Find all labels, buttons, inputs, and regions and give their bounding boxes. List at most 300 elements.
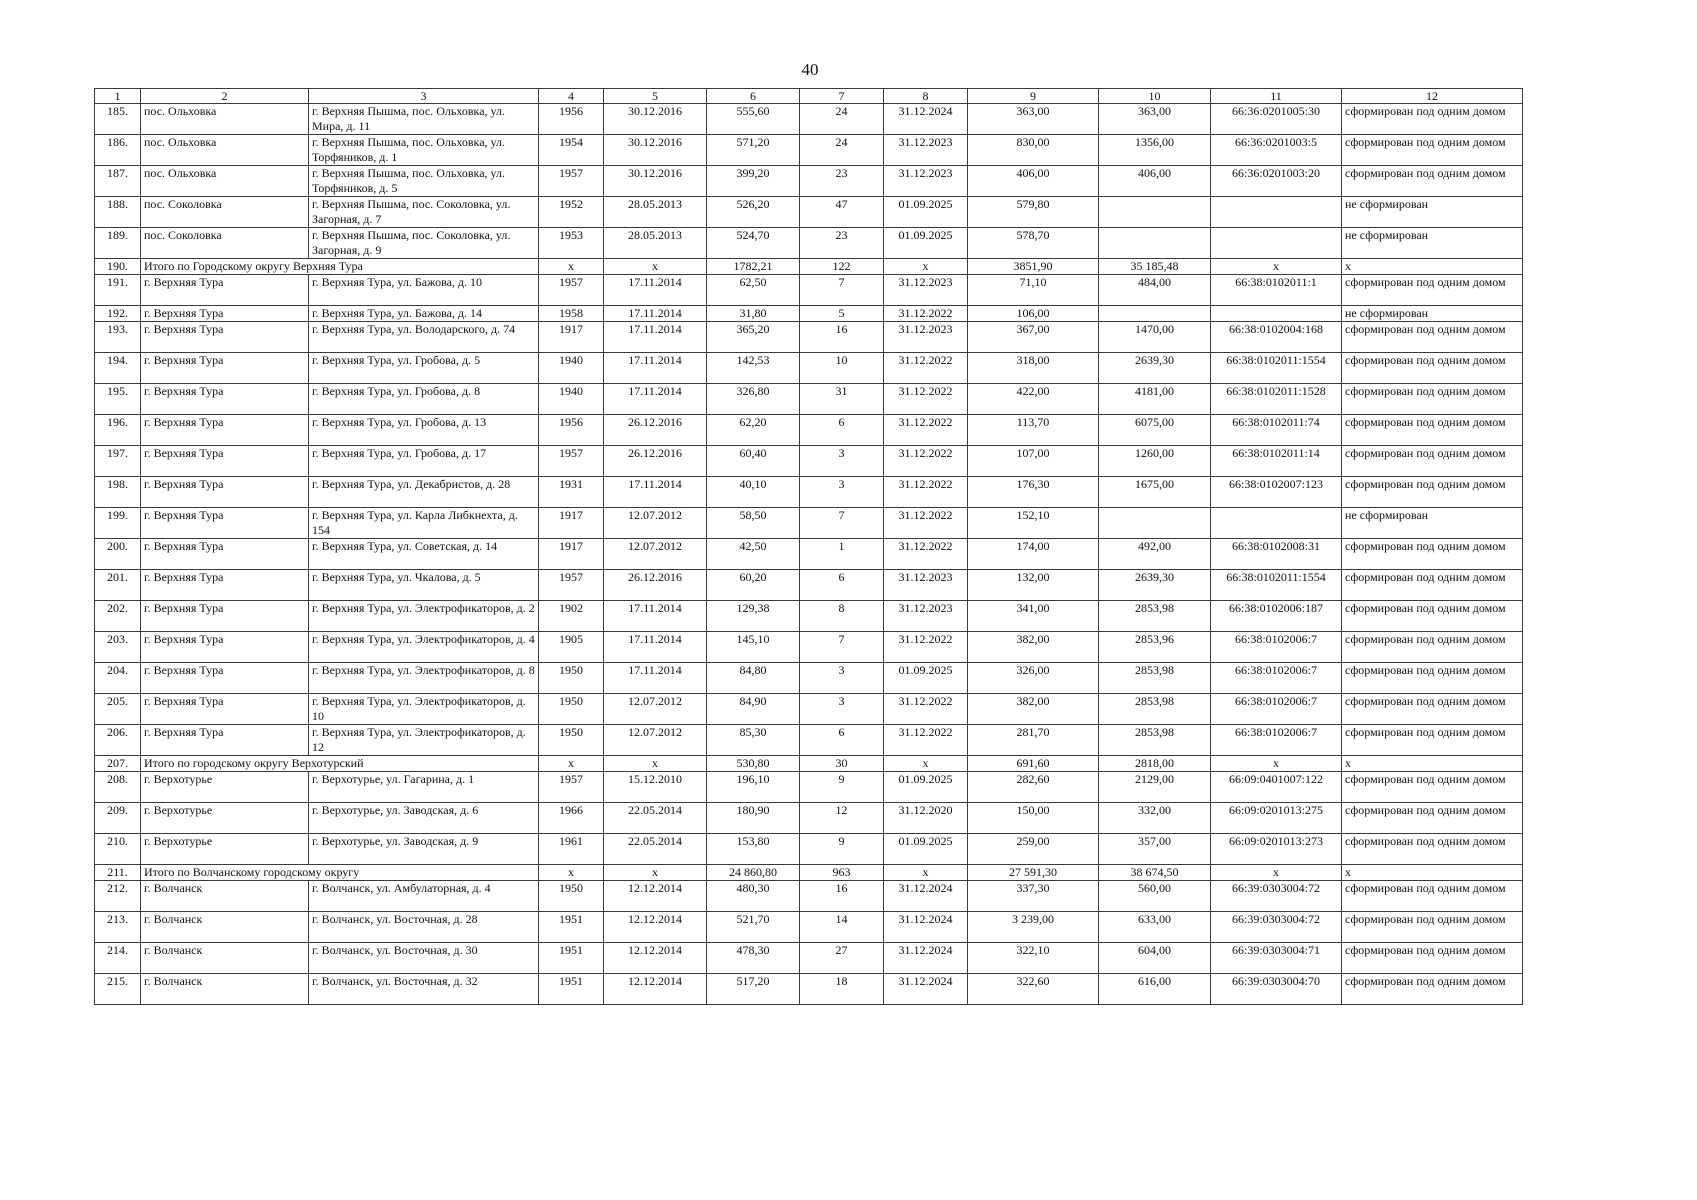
row-number: 215.	[95, 974, 141, 1005]
year-cell: 1954	[539, 135, 604, 166]
residents-cell: 31	[800, 384, 884, 415]
table-row	[95, 803, 1523, 834]
settlement-cell: пос. Ольховка	[141, 104, 309, 135]
address-cell: г. Верхняя Тура, ул. Гробова, д. 17	[309, 446, 539, 477]
table-row	[95, 632, 1523, 663]
year-cell: 1957	[539, 446, 604, 477]
row-number: 203.	[95, 632, 141, 663]
value-col10-cell: 2853,98	[1099, 694, 1211, 725]
residents-cell: 7	[800, 508, 884, 539]
land-status-cell: сформирован под одним домом	[1342, 601, 1523, 632]
settlement-cell: г. Верхняя Тура	[141, 446, 309, 477]
row-number: 214.	[95, 943, 141, 974]
row-number: 207.	[95, 756, 141, 772]
residents-cell: 6	[800, 725, 884, 756]
table-row	[95, 104, 1523, 135]
land-status-cell: сформирован под одним домом	[1342, 275, 1523, 306]
table-row	[95, 275, 1523, 306]
row-number: 194.	[95, 353, 141, 384]
date-cell: x	[604, 259, 707, 275]
settlement-cell: г. Верхняя Тура	[141, 384, 309, 415]
settlement-cell: г. Волчанск	[141, 974, 309, 1005]
row-number: 212.	[95, 881, 141, 912]
address-cell: г. Верхняя Тура, ул. Бажова, д. 10	[309, 275, 539, 306]
cadastral-number-cell: x	[1211, 756, 1342, 772]
value-col9-cell: 132,00	[968, 570, 1099, 601]
table-row	[95, 322, 1523, 353]
deadline-cell: 31.12.2022	[884, 694, 968, 725]
year-cell: 1957	[539, 570, 604, 601]
land-status-cell: сформирован под одним домом	[1342, 834, 1523, 865]
date-cell: 26.12.2016	[604, 446, 707, 477]
settlement-cell: г. Верхняя Тура	[141, 508, 309, 539]
residents-cell: 14	[800, 912, 884, 943]
residents-cell: 27	[800, 943, 884, 974]
address-cell: г. Верхняя Тура, ул. Электрофикаторов, д. 10	[309, 694, 539, 725]
land-status-cell: сформирован под одним домом	[1342, 772, 1523, 803]
value-col10-cell: 492,00	[1099, 539, 1211, 570]
area-cell: 399,20	[707, 166, 800, 197]
date-cell: 12.12.2014	[604, 912, 707, 943]
deadline-cell: 31.12.2022	[884, 415, 968, 446]
settlement-cell: г. Волчанск	[141, 943, 309, 974]
year-cell: 1950	[539, 663, 604, 694]
table-row	[95, 881, 1523, 912]
area-cell: 524,70	[707, 228, 800, 259]
value-col9-cell: 363,00	[968, 104, 1099, 135]
row-number: 185.	[95, 104, 141, 135]
table-row	[95, 197, 1523, 228]
year-cell: 1917	[539, 322, 604, 353]
row-number: 210.	[95, 834, 141, 865]
row-number: 201.	[95, 570, 141, 601]
area-cell: 326,80	[707, 384, 800, 415]
land-status-cell: сформирован под одним домом	[1342, 322, 1523, 353]
address-cell: г. Верхняя Тура, ул. Володарского, д. 74	[309, 322, 539, 353]
value-col9-cell: 176,30	[968, 477, 1099, 508]
cadastral-number-cell: 66:36:0201005:30	[1211, 104, 1342, 135]
cadastral-number-cell: 66:39:0303004:71	[1211, 943, 1342, 974]
value-col9-cell: 691,60	[968, 756, 1099, 772]
date-cell: 12.07.2012	[604, 694, 707, 725]
row-number: 209.	[95, 803, 141, 834]
cadastral-number-cell: 66:38:0102006:187	[1211, 601, 1342, 632]
table-row	[95, 508, 1523, 539]
value-col9-cell: 318,00	[968, 353, 1099, 384]
residents-cell: 9	[800, 772, 884, 803]
area-cell: 60,40	[707, 446, 800, 477]
deadline-cell: 01.09.2025	[884, 834, 968, 865]
column-number: 6	[707, 89, 800, 104]
table-row	[95, 353, 1523, 384]
value-col9-cell: 106,00	[968, 306, 1099, 322]
date-cell: 17.11.2014	[604, 275, 707, 306]
deadline-cell: 31.12.2023	[884, 135, 968, 166]
residents-cell: 23	[800, 166, 884, 197]
column-number: 10	[1099, 89, 1211, 104]
value-col9-cell: 3851,90	[968, 259, 1099, 275]
row-number: 187.	[95, 166, 141, 197]
cadastral-number-cell: 66:09:0201013:273	[1211, 834, 1342, 865]
year-cell: x	[539, 865, 604, 881]
row-number: 204.	[95, 663, 141, 694]
value-col9-cell: 107,00	[968, 446, 1099, 477]
cadastral-number-cell: 66:38:0102004:168	[1211, 322, 1342, 353]
value-col10-cell: 2639,30	[1099, 570, 1211, 601]
year-cell: 1940	[539, 384, 604, 415]
cadastral-number-cell: 66:39:0303004:70	[1211, 974, 1342, 1005]
settlement-cell: пос. Соколовка	[141, 228, 309, 259]
area-cell: 530,80	[707, 756, 800, 772]
row-number: 198.	[95, 477, 141, 508]
subtotal-label: Итого по городскому округу Верхотурский	[141, 756, 309, 772]
value-col10-cell: 2639,30	[1099, 353, 1211, 384]
value-col10-cell: 332,00	[1099, 803, 1211, 834]
table-row	[95, 446, 1523, 477]
row-number: 190.	[95, 259, 141, 275]
address-cell: г. Верхняя Тура, ул. Гробова, д. 5	[309, 353, 539, 384]
land-status-cell: не сформирован	[1342, 306, 1523, 322]
deadline-cell: 01.09.2025	[884, 197, 968, 228]
table-row	[95, 384, 1523, 415]
date-cell: 17.11.2014	[604, 306, 707, 322]
deadline-cell: 31.12.2022	[884, 384, 968, 415]
value-col10-cell: 616,00	[1099, 974, 1211, 1005]
date-cell: 12.07.2012	[604, 539, 707, 570]
address-cell: г. Верхняя Тура, ул. Гробова, д. 13	[309, 415, 539, 446]
value-col9-cell: 259,00	[968, 834, 1099, 865]
deadline-cell: 31.12.2022	[884, 539, 968, 570]
deadline-cell: 31.12.2024	[884, 974, 968, 1005]
value-col9-cell: 382,00	[968, 694, 1099, 725]
row-number: 192.	[95, 306, 141, 322]
residents-cell: 16	[800, 322, 884, 353]
cadastral-number-cell: 66:39:0303004:72	[1211, 912, 1342, 943]
value-col9-cell: 281,70	[968, 725, 1099, 756]
value-col10-cell	[1099, 508, 1211, 539]
land-status-cell: сформирован под одним домом	[1342, 384, 1523, 415]
deadline-cell: 31.12.2023	[884, 322, 968, 353]
address-cell: г. Верхняя Тура, ул. Карла Либкнехта, д. 154	[309, 508, 539, 539]
date-cell: 22.05.2014	[604, 803, 707, 834]
year-cell: 1917	[539, 508, 604, 539]
housing-registry-table	[94, 88, 1523, 1005]
area-cell: 145,10	[707, 632, 800, 663]
value-col9-cell: 422,00	[968, 384, 1099, 415]
cadastral-number-cell: 66:38:0102006:7	[1211, 663, 1342, 694]
date-cell: 17.11.2014	[604, 663, 707, 694]
address-cell: г. Верхняя Тура, ул. Электрофикаторов, д. 8	[309, 663, 539, 694]
value-col10-cell: 1260,00	[1099, 446, 1211, 477]
land-status-cell: x	[1342, 259, 1523, 275]
date-cell: 15.12.2010	[604, 772, 707, 803]
residents-cell: 12	[800, 803, 884, 834]
cadastral-number-cell: 66:38:0102011:1554	[1211, 353, 1342, 384]
residents-cell: 7	[800, 632, 884, 663]
table-row	[95, 943, 1523, 974]
row-number: 200.	[95, 539, 141, 570]
deadline-cell: 31.12.2024	[884, 881, 968, 912]
residents-cell: 24	[800, 135, 884, 166]
value-col10-cell: 406,00	[1099, 166, 1211, 197]
land-status-cell: сформирован под одним домом	[1342, 803, 1523, 834]
area-cell: 84,90	[707, 694, 800, 725]
settlement-cell: г. Верхотурье	[141, 772, 309, 803]
residents-cell: 963	[800, 865, 884, 881]
land-status-cell: сформирован под одним домом	[1342, 663, 1523, 694]
settlement-cell: г. Верхняя Тура	[141, 539, 309, 570]
settlement-cell: г. Верхняя Тура	[141, 477, 309, 508]
area-cell: 60,20	[707, 570, 800, 601]
address-cell: г. Верхняя Пышма, пос. Ольховка, ул. Торфяников, д. 1	[309, 135, 539, 166]
value-col10-cell: 633,00	[1099, 912, 1211, 943]
year-cell: 1961	[539, 834, 604, 865]
residents-cell: 3	[800, 663, 884, 694]
date-cell: 17.11.2014	[604, 632, 707, 663]
value-col9-cell: 174,00	[968, 539, 1099, 570]
year-cell: 1950	[539, 694, 604, 725]
value-col9-cell: 27 591,30	[968, 865, 1099, 881]
date-cell: 12.12.2014	[604, 974, 707, 1005]
deadline-cell: 31.12.2024	[884, 912, 968, 943]
area-cell: 571,20	[707, 135, 800, 166]
residents-cell: 1	[800, 539, 884, 570]
value-col9-cell: 406,00	[968, 166, 1099, 197]
area-cell: 62,20	[707, 415, 800, 446]
address-cell: г. Верхотурье, ул. Гагарина, д. 1	[309, 772, 539, 803]
year-cell: 1957	[539, 772, 604, 803]
subtotal-row	[95, 259, 1523, 275]
value-col10-cell: 604,00	[1099, 943, 1211, 974]
subtotal-label: Итого по Городскому округу Верхняя Тура	[141, 259, 309, 275]
row-number: 211.	[95, 865, 141, 881]
table-row	[95, 539, 1523, 570]
deadline-cell: 31.12.2022	[884, 508, 968, 539]
settlement-cell: г. Верхняя Тура	[141, 322, 309, 353]
table-body	[95, 89, 1523, 1005]
row-number: 196.	[95, 415, 141, 446]
value-col9-cell: 71,10	[968, 275, 1099, 306]
value-col9-cell: 326,00	[968, 663, 1099, 694]
residents-cell: 122	[800, 259, 884, 275]
deadline-cell: 31.12.2023	[884, 601, 968, 632]
residents-cell: 6	[800, 415, 884, 446]
value-col9-cell: 152,10	[968, 508, 1099, 539]
value-col10-cell: 38 674,50	[1099, 865, 1211, 881]
address-cell: г. Волчанск, ул. Восточная, д. 32	[309, 974, 539, 1005]
table-row	[95, 306, 1523, 322]
year-cell: 1951	[539, 912, 604, 943]
year-cell: 1940	[539, 353, 604, 384]
value-col10-cell: 6075,00	[1099, 415, 1211, 446]
settlement-cell: г. Верхняя Тура	[141, 570, 309, 601]
land-status-cell: не сформирован	[1342, 197, 1523, 228]
land-status-cell: сформирован под одним домом	[1342, 539, 1523, 570]
settlement-cell: г. Верхняя Тура	[141, 415, 309, 446]
settlement-cell: г. Верхняя Тура	[141, 601, 309, 632]
cadastral-number-cell: 66:09:0401007:122	[1211, 772, 1342, 803]
value-col9-cell: 579,80	[968, 197, 1099, 228]
value-col9-cell: 3 239,00	[968, 912, 1099, 943]
area-cell: 517,20	[707, 974, 800, 1005]
column-number: 1	[95, 89, 141, 104]
land-status-cell: сформирован под одним домом	[1342, 725, 1523, 756]
cadastral-number-cell: 66:38:0102008:31	[1211, 539, 1342, 570]
year-cell: 1951	[539, 974, 604, 1005]
cadastral-number-cell	[1211, 508, 1342, 539]
cadastral-number-cell: 66:38:0102007:123	[1211, 477, 1342, 508]
address-cell: г. Верхняя Тура, ул. Электрофикаторов, д. 2	[309, 601, 539, 632]
cadastral-number-cell: 66:38:0102011:1	[1211, 275, 1342, 306]
value-col9-cell: 341,00	[968, 601, 1099, 632]
cadastral-number-cell	[1211, 306, 1342, 322]
date-cell: 12.12.2014	[604, 881, 707, 912]
land-status-cell: не сформирован	[1342, 228, 1523, 259]
deadline-cell: 31.12.2023	[884, 275, 968, 306]
land-status-cell: сформирован под одним домом	[1342, 166, 1523, 197]
cadastral-number-cell	[1211, 228, 1342, 259]
row-number: 191.	[95, 275, 141, 306]
residents-cell: 9	[800, 834, 884, 865]
value-col9-cell: 322,60	[968, 974, 1099, 1005]
row-number: 188.	[95, 197, 141, 228]
value-col10-cell: 484,00	[1099, 275, 1211, 306]
row-number: 186.	[95, 135, 141, 166]
value-col10-cell: 357,00	[1099, 834, 1211, 865]
row-number: 206.	[95, 725, 141, 756]
area-cell: 40,10	[707, 477, 800, 508]
cadastral-number-cell	[1211, 197, 1342, 228]
land-status-cell: сформирован под одним домом	[1342, 415, 1523, 446]
cadastral-number-cell: 66:38:0102006:7	[1211, 694, 1342, 725]
settlement-cell: г. Верхотурье	[141, 834, 309, 865]
date-cell: 12.07.2012	[604, 725, 707, 756]
settlement-cell: г. Верхняя Тура	[141, 725, 309, 756]
date-cell: 22.05.2014	[604, 834, 707, 865]
row-number: 195.	[95, 384, 141, 415]
residents-cell: 3	[800, 446, 884, 477]
deadline-cell: 31.12.2022	[884, 725, 968, 756]
land-status-cell: сформирован под одним домом	[1342, 477, 1523, 508]
cadastral-number-cell: 66:38:0102011:1554	[1211, 570, 1342, 601]
address-cell: г. Верхняя Тура, ул. Бажова, д. 14	[309, 306, 539, 322]
land-status-cell: сформирован под одним домом	[1342, 912, 1523, 943]
date-cell: 17.11.2014	[604, 322, 707, 353]
residents-cell: 8	[800, 601, 884, 632]
settlement-cell: г. Верхняя Тура	[141, 275, 309, 306]
row-number: 193.	[95, 322, 141, 353]
settlement-cell: пос. Ольховка	[141, 166, 309, 197]
deadline-cell: 01.09.2025	[884, 663, 968, 694]
address-cell: г. Волчанск, ул. Восточная, д. 28	[309, 912, 539, 943]
residents-cell: 16	[800, 881, 884, 912]
subtotal-label: Итого по Волчанскому городскому округу	[141, 865, 309, 881]
table-row	[95, 834, 1523, 865]
settlement-cell: г. Верхняя Тура	[141, 353, 309, 384]
residents-cell: 6	[800, 570, 884, 601]
date-cell: 30.12.2016	[604, 135, 707, 166]
date-cell: 12.07.2012	[604, 508, 707, 539]
year-cell: 1956	[539, 104, 604, 135]
column-number: 4	[539, 89, 604, 104]
cadastral-number-cell: 66:36:0201003:20	[1211, 166, 1342, 197]
address-cell: г. Верхняя Тура, ул. Советская, д. 14	[309, 539, 539, 570]
value-col9-cell: 150,00	[968, 803, 1099, 834]
address-cell: г. Верхняя Пышма, пос. Соколовка, ул. Загорная, д. 9	[309, 228, 539, 259]
value-col10-cell	[1099, 197, 1211, 228]
date-cell: 17.11.2014	[604, 353, 707, 384]
address-cell: г. Верхняя Пышма, пос. Соколовка, ул. Загорная, д. 7	[309, 197, 539, 228]
residents-cell: 10	[800, 353, 884, 384]
area-cell: 365,20	[707, 322, 800, 353]
table-row	[95, 725, 1523, 756]
settlement-cell: г. Верхняя Тура	[141, 632, 309, 663]
land-status-cell: сформирован под одним домом	[1342, 104, 1523, 135]
area-cell: 142,53	[707, 353, 800, 384]
land-status-cell: не сформирован	[1342, 508, 1523, 539]
table-row	[95, 415, 1523, 446]
year-cell: 1950	[539, 725, 604, 756]
column-number: 12	[1342, 89, 1523, 104]
value-col10-cell: 2853,96	[1099, 632, 1211, 663]
cadastral-number-cell: 66:38:0102006:7	[1211, 725, 1342, 756]
land-status-cell: сформирован под одним домом	[1342, 353, 1523, 384]
value-col10-cell: 1675,00	[1099, 477, 1211, 508]
row-number: 213.	[95, 912, 141, 943]
date-cell: 17.11.2014	[604, 477, 707, 508]
land-status-cell: сформирован под одним домом	[1342, 881, 1523, 912]
area-cell: 478,30	[707, 943, 800, 974]
value-col10-cell: 2853,98	[1099, 663, 1211, 694]
value-col10-cell: 363,00	[1099, 104, 1211, 135]
area-cell: 180,90	[707, 803, 800, 834]
settlement-cell: г. Волчанск	[141, 881, 309, 912]
residents-cell: 24	[800, 104, 884, 135]
address-cell: г. Верхотурье, ул. Заводская, д. 9	[309, 834, 539, 865]
value-col9-cell: 322,10	[968, 943, 1099, 974]
address-cell: г. Верхняя Пышма, пос. Ольховка, ул. Торфяников, д. 5	[309, 166, 539, 197]
area-cell: 480,30	[707, 881, 800, 912]
area-cell: 153,80	[707, 834, 800, 865]
year-cell: 1905	[539, 632, 604, 663]
value-col9-cell: 113,70	[968, 415, 1099, 446]
date-cell: 30.12.2016	[604, 104, 707, 135]
area-cell: 555,60	[707, 104, 800, 135]
year-cell: 1952	[539, 197, 604, 228]
year-cell: x	[539, 756, 604, 772]
area-cell: 84,80	[707, 663, 800, 694]
table-row	[95, 772, 1523, 803]
deadline-cell: 01.09.2025	[884, 772, 968, 803]
table-row	[95, 912, 1523, 943]
area-cell: 85,30	[707, 725, 800, 756]
value-col9-cell: 367,00	[968, 322, 1099, 353]
table-row	[95, 477, 1523, 508]
cadastral-number-cell: x	[1211, 865, 1342, 881]
value-col10-cell: 560,00	[1099, 881, 1211, 912]
date-cell: 28.05.2013	[604, 228, 707, 259]
row-number: 202.	[95, 601, 141, 632]
column-number: 9	[968, 89, 1099, 104]
address-cell: г. Верхняя Тура, ул. Электрофикаторов, д. 4	[309, 632, 539, 663]
area-cell: 521,70	[707, 912, 800, 943]
land-status-cell: сформирован под одним домом	[1342, 135, 1523, 166]
deadline-cell: 31.12.2020	[884, 803, 968, 834]
deadline-cell: 31.12.2023	[884, 166, 968, 197]
address-cell: г. Верхняя Пышма, пос. Ольховка, ул. Мира, д. 11	[309, 104, 539, 135]
year-cell: 1966	[539, 803, 604, 834]
settlement-cell: г. Верхняя Тура	[141, 663, 309, 694]
